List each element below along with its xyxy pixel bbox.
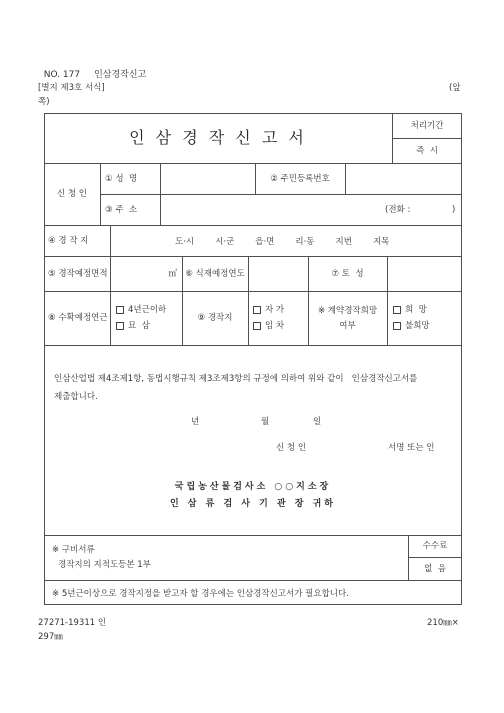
checkbox: [116, 322, 124, 330]
applicant-signature-label: 신 청 인: [276, 443, 307, 453]
contract-wish-option: [393, 305, 427, 315]
contract-wish-label: [308, 291, 387, 345]
planned-area-label: ⑤ 경작예정면적: [48, 268, 108, 279]
form-title: 인 삼 경 작 신 고 서: [129, 128, 307, 147]
field-type-label: ⑨ 경작지: [197, 313, 233, 323]
processing-period-label: 처리기간: [410, 120, 444, 131]
option-label: 4년근이하: [128, 305, 167, 315]
planned-area-unit: ㎡: [168, 268, 177, 279]
field-location-part: 리·동: [295, 236, 315, 247]
harvest-age-options: [110, 291, 182, 345]
planting-year-label: ⑥ 식재예정연도: [185, 268, 245, 279]
soil-field: [387, 256, 462, 291]
document-name: 인삼경작신고: [94, 70, 147, 80]
soil-label: ⑦ 토 성: [331, 268, 364, 279]
address-field: [160, 194, 462, 225]
recipient-line-1: 국립농산물검사소 ○○지소장: [174, 482, 332, 492]
date-year: 년: [191, 417, 200, 427]
field-location-part: 도·시: [175, 236, 195, 247]
field-location-part: 시·군: [215, 236, 235, 247]
signature-or-seal: 서명 또는 인: [388, 443, 435, 453]
page-side-close: 쪽): [38, 97, 50, 107]
required-documents-label: ※ 구비서류: [52, 545, 95, 555]
declaration-line-1: 인삼산업법 제4조제1항, 동법시행규칙 제3조제3항의 규정에 의하여 위와 같이 인삼경작신고서를: [54, 374, 418, 384]
paper-width: 210㎜×: [427, 618, 459, 628]
contract-wish-options: [387, 291, 462, 345]
harvest-age-label: ⑧ 수확예정연근: [48, 313, 108, 323]
field-type-option: [253, 321, 284, 331]
declaration-line-2: 제출합니다.: [54, 392, 98, 402]
field-location-part: 지목: [372, 236, 390, 247]
checkbox: [253, 306, 261, 314]
harvest-age-option: [116, 305, 166, 315]
document-header: [38, 60, 146, 80]
resident-id-label: ② 주민등록번호: [270, 173, 330, 184]
option-label: 희 망: [405, 305, 427, 315]
checkbox: [393, 306, 401, 314]
harvest-age-option: [116, 321, 150, 331]
fee-label: 수수료: [422, 541, 448, 551]
option-label: 불희망: [405, 321, 430, 331]
document-number: NO. 177: [43, 70, 81, 80]
option-label: 임 차: [265, 321, 285, 331]
phone-label: (전화 :: [385, 205, 411, 215]
row-divider: [44, 580, 462, 581]
paper-height: 297㎜: [38, 632, 63, 642]
field-location-part: 지번: [335, 236, 352, 247]
field-location-label: ④ 경 작 지: [48, 235, 89, 246]
address-label: ③ 주 소: [105, 204, 138, 215]
form-reference: [별지 제3호 서식]: [38, 83, 105, 93]
option-label: 자 가: [265, 305, 285, 315]
row-divider: [44, 345, 462, 346]
field-location-part: 읍·면: [255, 236, 275, 247]
option-label: 묘 삼: [128, 321, 150, 331]
phone-close: ): [452, 205, 456, 215]
field-type-options: [248, 291, 308, 345]
form-note: ※ 5년근이상으로 경작지정을 받고자 할 경우에는 인삼경작신고서가 필요합니다.: [52, 589, 349, 599]
required-documents-item: 경작지의 지적도등본 1부: [58, 560, 151, 570]
processing-period-value: 즉 시: [416, 145, 438, 156]
date-day: 일: [313, 417, 322, 427]
resident-id-field: [345, 163, 462, 194]
form-code: 27271-19311 인: [38, 618, 107, 628]
checkbox: [253, 322, 261, 330]
contract-wish-option: [393, 321, 430, 331]
date-month: 월: [261, 417, 270, 427]
recipient-line-2: 인 삼 류 검 사 기 관 장 귀하: [169, 499, 336, 509]
field-location-parts: [175, 225, 389, 256]
contract-wish-label-line1: ※ 계약경작희망: [317, 305, 378, 316]
name-field: [160, 163, 255, 194]
report-form: [44, 113, 462, 605]
name-label: ① 성 명: [105, 173, 138, 184]
applicant-section-label: 신 청 인: [56, 189, 88, 199]
planting-year-field: [248, 256, 308, 291]
row-divider: [44, 535, 462, 536]
contract-wish-label-line2: 여부: [339, 320, 356, 331]
checkbox: [393, 322, 401, 330]
checkbox: [116, 306, 124, 314]
field-type-option: [253, 305, 284, 315]
fee-value: 없 음: [424, 563, 446, 574]
page-side-open: (앞: [449, 83, 461, 93]
